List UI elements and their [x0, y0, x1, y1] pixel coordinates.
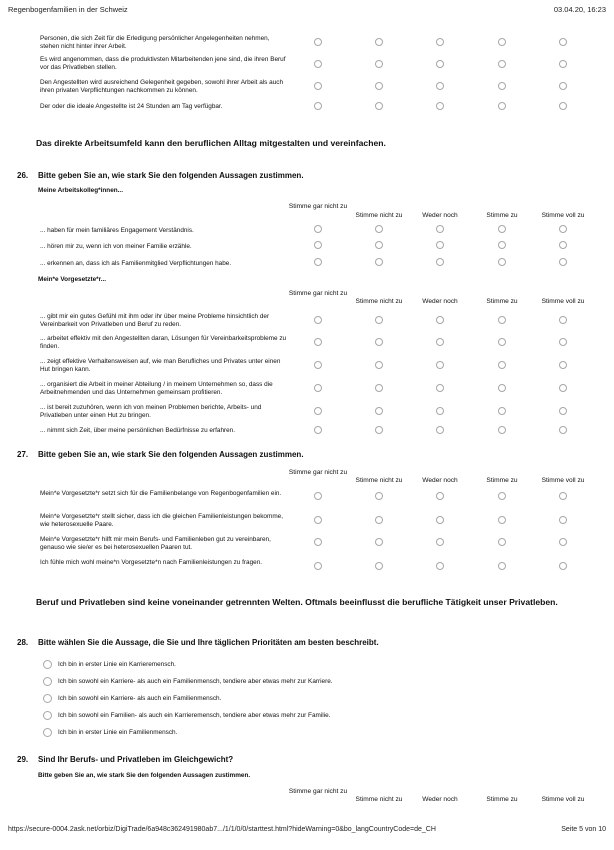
question-text: Sind Ihr Berufs- und Privatleben im Gleichgewicht?: [38, 755, 234, 764]
matrix-radio[interactable]: [436, 338, 444, 346]
matrix-radio[interactable]: [498, 407, 506, 415]
matrix-radio[interactable]: [559, 316, 567, 324]
matrix-radio[interactable]: [559, 258, 567, 266]
matrix-radio[interactable]: [436, 538, 444, 546]
matrix-radio[interactable]: [314, 258, 322, 266]
matrix-statement: ... ist bereit zuzuhören, wenn ich von meinen Problemen berichte, Arbeits- und Privatleben unter einen Hut zu bringen.: [40, 404, 262, 419]
matrix-radio[interactable]: [436, 60, 444, 68]
matrix-radio[interactable]: [375, 338, 383, 346]
matrix-radio[interactable]: [498, 384, 506, 392]
column-header: Stimme nicht zu: [355, 477, 403, 484]
matrix-radio[interactable]: [436, 516, 444, 524]
column-header: Weder noch: [422, 477, 458, 484]
group-title: Meine Arbeitskolleg*innen...: [38, 187, 123, 194]
matrix-statement: ... erkennen an, dass ich als Familienmitglied Verpflichtungen habe.: [40, 260, 232, 267]
matrix-statement: Ich fühle mich wohl meine*n Vorgesetzte*n nach Familienleistungen zu fragen.: [40, 559, 263, 566]
matrix-radio[interactable]: [375, 225, 383, 233]
section-intro: Beruf und Privatleben sind keine voneinander getrennten Welten. Oftmals beeinflusst die berufliche Tätigkeit unser Privatleben.: [36, 597, 558, 607]
matrix-radio[interactable]: [559, 361, 567, 369]
matrix-radio[interactable]: [498, 82, 506, 90]
matrix-radio[interactable]: [314, 82, 322, 90]
matrix-radio[interactable]: [375, 241, 383, 249]
matrix-radio[interactable]: [375, 361, 383, 369]
matrix-radio[interactable]: [314, 60, 322, 68]
matrix-radio[interactable]: [436, 82, 444, 90]
matrix-radio[interactable]: [559, 82, 567, 90]
matrix-radio[interactable]: [375, 562, 383, 570]
matrix-radio[interactable]: [314, 562, 322, 570]
matrix-radio[interactable]: [314, 225, 322, 233]
option-label: Ich bin in erster Linie ein Karrieremensch.: [58, 661, 176, 668]
matrix-statement: Der oder die ideale Angestellte ist 24 Stunden am Tag verfügbar.: [40, 103, 223, 110]
question-number: 26.: [17, 171, 29, 180]
matrix-radio[interactable]: [314, 516, 322, 524]
matrix-radio[interactable]: [559, 492, 567, 500]
page-url: https://secure-0004.2ask.net/orbiz/DigiTrade/6a948c362491980ab7.../1/1/0/0/starttest.html?hideWarning=0&bo_langCountryCode=de_CH: [8, 826, 436, 833]
matrix-radio[interactable]: [375, 258, 383, 266]
matrix-radio[interactable]: [498, 538, 506, 546]
matrix-radio[interactable]: [314, 338, 322, 346]
matrix-radio[interactable]: [498, 338, 506, 346]
option-label: Ich bin in erster Linie ein Familienmensch.: [58, 729, 178, 736]
matrix-radio[interactable]: [498, 60, 506, 68]
column-header: Stimme voll zu: [541, 298, 585, 305]
matrix-statement: ... hören mir zu, wenn ich von meiner Familie erzähle.: [40, 243, 192, 250]
column-header: Stimme zu: [486, 212, 518, 219]
column-header: Stimme nicht zu: [355, 212, 403, 219]
matrix-radio[interactable]: [498, 102, 506, 110]
column-header: Stimme gar nicht zu: [288, 469, 348, 476]
column-header: Weder noch: [422, 212, 458, 219]
column-header: Stimme nicht zu: [355, 796, 403, 803]
matrix-radio[interactable]: [559, 407, 567, 415]
option-label: Ich bin sowohl ein Karriere- als auch ein Familienmensch, tendiere aber etwas mehr zur Karriere.: [58, 678, 333, 685]
matrix-radio[interactable]: [314, 538, 322, 546]
column-header: Stimme nicht zu: [355, 298, 403, 305]
matrix-radio[interactable]: [498, 316, 506, 324]
matrix-radio[interactable]: [375, 516, 383, 524]
matrix-radio[interactable]: [375, 384, 383, 392]
matrix-statement: ... zeigt effektive Verhaltensweisen auf, wie man Berufliches und Privates unter einen Hut bringen kann.: [40, 358, 281, 373]
option-radio[interactable]: [43, 660, 52, 669]
matrix-radio[interactable]: [498, 361, 506, 369]
matrix-radio[interactable]: [314, 492, 322, 500]
question-text: Bitte geben Sie an, wie stark Sie den folgenden Aussagen zustimmen.: [38, 171, 304, 180]
matrix-radio[interactable]: [436, 384, 444, 392]
matrix-statement: ... gibt mir ein gutes Gefühl mit ihm oder ihr über meine Probleme hinsichtlich der Vereinbarkeit von Privatleben und Beruf zu reden.: [40, 313, 270, 328]
matrix-radio[interactable]: [559, 384, 567, 392]
column-header: Stimme voll zu: [541, 796, 585, 803]
matrix-radio[interactable]: [436, 258, 444, 266]
column-header: Stimme voll zu: [541, 477, 585, 484]
matrix-radio[interactable]: [498, 38, 506, 46]
column-header: Stimme gar nicht zu: [288, 203, 348, 210]
matrix-radio[interactable]: [314, 361, 322, 369]
matrix-statement: ... organisiert die Arbeit in meiner Abteilung / in meinem Unternehmen so, dass die Arbeitnehmenden und das Unternehmen gemeinsam profitieren.: [40, 381, 273, 396]
matrix-radio[interactable]: [375, 316, 383, 324]
matrix-radio[interactable]: [559, 516, 567, 524]
matrix-radio[interactable]: [559, 538, 567, 546]
matrix-radio[interactable]: [436, 426, 444, 434]
option-radio[interactable]: [43, 694, 52, 703]
matrix-radio[interactable]: [498, 492, 506, 500]
matrix-statement: Mein*e Vorgesetzte*r stellt sicher, dass ich die gleichen Familienleistungen bekomme, wie heterosexuelle Paare.: [40, 513, 283, 528]
column-header: Stimme zu: [486, 796, 518, 803]
matrix-radio[interactable]: [314, 384, 322, 392]
question-number: 28.: [17, 638, 29, 647]
matrix-radio[interactable]: [559, 38, 567, 46]
column-header: Weder noch: [422, 796, 458, 803]
column-header: Stimme zu: [486, 298, 518, 305]
matrix-radio[interactable]: [375, 492, 383, 500]
matrix-radio[interactable]: [436, 225, 444, 233]
matrix-radio[interactable]: [375, 102, 383, 110]
matrix-radio[interactable]: [436, 562, 444, 570]
option-label: Ich bin sowohl ein Familien- als auch ein Karrieremensch, tendiere aber etwas mehr zur Familie.: [58, 712, 331, 719]
matrix-statement: Es wird angenommen, dass die produktivsten Mitarbeitenden jene sind, die ihren Beruf vor das Privatleben stellen.: [40, 56, 286, 71]
question-text: Bitte geben Sie an, wie stark Sie den folgenden Aussagen zustimmen.: [38, 450, 304, 459]
matrix-radio[interactable]: [375, 407, 383, 415]
matrix-radio[interactable]: [375, 38, 383, 46]
section-intro: Das direkte Arbeitsumfeld kann den beruflichen Alltag mitgestalten und vereinfachen.: [36, 138, 386, 148]
matrix-radio[interactable]: [559, 562, 567, 570]
matrix-statement: Mein*e Vorgesetzte*r hilft mir mein Berufs- und Familienleben gut zu vereinbaren, genauso wie sie/er es bei heterosexuellen Paaren tut.: [40, 536, 271, 551]
column-header: Stimme voll zu: [541, 212, 585, 219]
matrix-radio[interactable]: [314, 38, 322, 46]
matrix-radio[interactable]: [559, 241, 567, 249]
matrix-radio[interactable]: [498, 241, 506, 249]
matrix-statement: Mein*e Vorgesetzte*r setzt sich für die Familienbelange von Regenbogenfamilien ein.: [40, 490, 282, 497]
matrix-radio[interactable]: [559, 426, 567, 434]
group-title: Mein*e Vorgesetzte*r...: [38, 276, 107, 283]
question-number: 27.: [17, 450, 29, 459]
matrix-radio[interactable]: [436, 492, 444, 500]
option-radio[interactable]: [43, 711, 52, 720]
matrix-radio[interactable]: [498, 516, 506, 524]
question-subtext: Bitte geben Sie an, wie stark Sie den folgenden Aussagen zustimmen.: [38, 772, 251, 779]
question-text: Bitte wählen Sie die Aussage, die Sie und Ihre täglichen Prioritäten am besten beschreibt.: [38, 638, 379, 647]
matrix-radio[interactable]: [436, 241, 444, 249]
matrix-statement: Personen, die sich Zeit für die Erledigung persönlicher Angelegenheiten nehmen, stehen nicht hinter ihrer Arbeit.: [40, 35, 270, 50]
column-header: Weder noch: [422, 298, 458, 305]
matrix-statement: ... arbeitet effektiv mit den Angestellten daran, Lösungen für Vereinbarkeitsprobleme zu finden.: [40, 335, 287, 350]
matrix-radio[interactable]: [375, 82, 383, 90]
column-header: Stimme gar nicht zu: [288, 290, 348, 297]
print-footer: [8, 826, 606, 833]
option-radio[interactable]: [43, 728, 52, 737]
column-header: Stimme zu: [486, 477, 518, 484]
matrix-radio[interactable]: [498, 225, 506, 233]
matrix-statement: ... haben für mein familiäres Engagement Verständnis.: [40, 227, 194, 234]
matrix-statement: Den Angestellten wird ausreichend Gelegenheit gegeben, sowohl ihrer Arbeit als auch ihren privaten Verpflichtungen nachkommen zu können.: [40, 79, 283, 94]
matrix-radio[interactable]: [436, 407, 444, 415]
matrix-radio[interactable]: [559, 225, 567, 233]
matrix-radio[interactable]: [436, 38, 444, 46]
matrix-radio[interactable]: [375, 538, 383, 546]
matrix-radio[interactable]: [314, 426, 322, 434]
matrix-radio[interactable]: [559, 102, 567, 110]
matrix-radio[interactable]: [314, 316, 322, 324]
matrix-radio[interactable]: [559, 338, 567, 346]
matrix-radio[interactable]: [559, 60, 567, 68]
matrix-radio[interactable]: [375, 60, 383, 68]
matrix-radio[interactable]: [375, 426, 383, 434]
option-label: Ich bin sowohl ein Karriere- als auch ein Familienmensch.: [58, 695, 222, 702]
question-number: 29.: [17, 755, 29, 764]
matrix-radio[interactable]: [314, 241, 322, 249]
print-header: [8, 5, 606, 14]
matrix-radio[interactable]: [498, 562, 506, 570]
matrix-radio[interactable]: [498, 426, 506, 434]
matrix-statement: ... nimmt sich Zeit, über meine persönlichen Bedürfnisse zu erfahren.: [40, 427, 236, 434]
survey-title: Regenbogenfamilien in der Schweiz: [8, 5, 128, 14]
matrix-radio[interactable]: [436, 102, 444, 110]
matrix-radio[interactable]: [314, 102, 322, 110]
matrix-radio[interactable]: [436, 361, 444, 369]
print-datetime: 03.04.20, 16:23: [553, 5, 606, 14]
option-radio[interactable]: [43, 677, 52, 686]
matrix-radio[interactable]: [436, 316, 444, 324]
matrix-radio[interactable]: [498, 258, 506, 266]
page-counter: Seite 5 von 10: [561, 826, 606, 833]
matrix-radio[interactable]: [314, 407, 322, 415]
column-header: Stimme gar nicht zu: [288, 788, 348, 795]
